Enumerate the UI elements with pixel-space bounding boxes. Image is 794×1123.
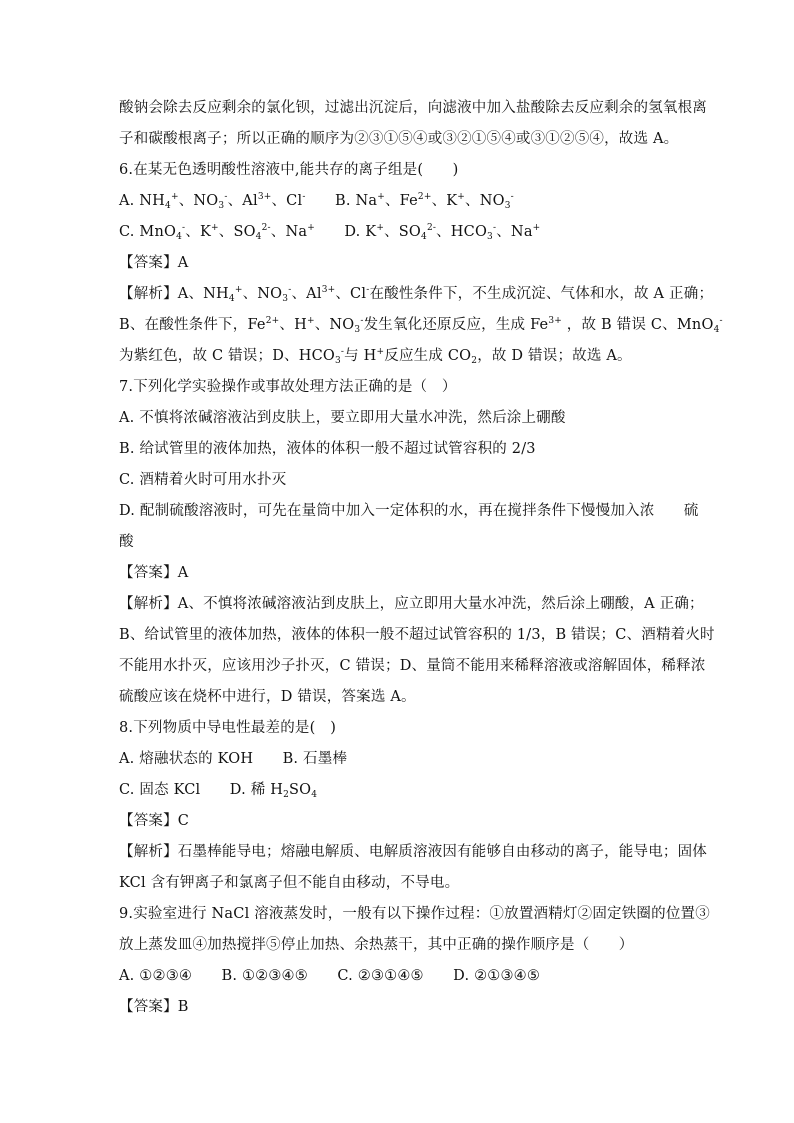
- text-line: A. 熔融状态的 KOH B. 石墨棒: [119, 751, 348, 767]
- text-line: 放上蒸发皿④加热搅拌⑤停止加热、余热蒸干，其中正确的操作顺序是（ ）: [119, 937, 634, 953]
- document-body: [119, 98, 723, 1028]
- text-line: 6.在某无色透明酸性溶液中,能共存的离子组是( ): [119, 162, 459, 178]
- text-line: 【答案】C: [119, 813, 190, 829]
- text-line: 酸钠会除去反应剩余的氯化钡，过滤出沉淀后，向滤液中加入盐酸除去反应剩余的氢氧根离: [119, 100, 707, 116]
- text-line: D. 配制硫酸溶液时，可先在量筒中加入一定体积的水，再在搅拌条件下慢慢加入浓 硫: [119, 503, 699, 519]
- text-line: 【解析】石墨棒能导电；熔融电解质、电解质溶液因有能够自由移动的离子，能导电；固体: [119, 844, 707, 860]
- text-line: KCl 含有钾离子和氯离子但不能自由移动，不导电。: [119, 875, 460, 891]
- text-line: 酸: [119, 534, 134, 550]
- text-line: 【答案】B: [119, 999, 189, 1015]
- text-line: 8.下列物质中导电性最差的是( ): [119, 720, 337, 736]
- text-line: C. 酒精着火时可用水扑灭: [119, 472, 287, 488]
- text-line: B、给试管里的液体加热，液体的体积一般不超过试管容积的 1/3，B 错误；C、酒精着火时: [119, 627, 715, 643]
- text-line: A. ①②③④ B. ①②③④⑤ C. ②③①④⑤ D. ②①③④⑤: [119, 968, 541, 984]
- text-line: 为紫红色，故 C 错误；D、$HCO_3^-$与 H+反应生成 $CO_2$，故 D 错误；故选 A。: [119, 347, 632, 366]
- text-line: 子和碳酸根离子；所以正确的顺序为②③①⑤④或③②①⑤④或③①②⑤④，故选 A。: [119, 131, 679, 147]
- text-line: C. 固态 KCl D. 稀 $H_2SO_4$: [119, 782, 318, 800]
- text-line: 【解析】A、不慎将浓碱溶液沾到皮肤上，应立即用大量水冲洗，然后涂上硼酸，A 正确；: [119, 596, 704, 612]
- text-line: B、在酸性条件下，$Fe^{2+}$、H+、$NO_3^-$发生氧化还原反应，生成 $Fe^{3+}$ ，故 B 错误 C、MnO$_4$-: [119, 316, 723, 335]
- text-line: 9.实验室进行 NaCl 溶液蒸发时，一般有以下操作过程：①放置酒精灯②固定铁圈的位置③: [119, 906, 710, 922]
- text-line: A. $NH_4^+$、$NO_3^-$、$Al^{3+}$、Cl- B. Na+、$Fe^{2+}$、K+、$NO_3^-$: [119, 192, 514, 211]
- text-line: C. MnO$_4$-、K+、$SO_4^{2-}$、Na+ D. K+、$SO_4^{2-}$、$HCO_3^-$、Na+: [119, 223, 541, 242]
- text-line: 【答案】A: [119, 565, 189, 581]
- text-line: 【答案】A: [119, 255, 189, 271]
- text-line: 不能用水扑灭，应该用沙子扑灭，C 错误；D、量筒不能用来稀释溶液或溶解固体，稀释浓: [119, 658, 706, 674]
- text-line: B. 给试管里的液体加热，液体的体积一般不超过试管容积的 2/3: [119, 441, 536, 457]
- text-line: A. 不慎将浓碱溶液沾到皮肤上，要立即用大量水冲洗，然后涂上硼酸: [119, 410, 566, 426]
- text-line: 硫酸应该在烧杯中进行，D 错误，答案选 A。: [119, 689, 416, 705]
- text-line: 7.下列化学实验操作或事故处理方法正确的是（ ）: [119, 379, 457, 395]
- text-line: 【解析】A、$NH_4^+$、$NO_3^-$、$Al^{3+}$、Cl-在酸性条件下，不生成沉淀、气体和水，故 A 正确；: [119, 285, 714, 304]
